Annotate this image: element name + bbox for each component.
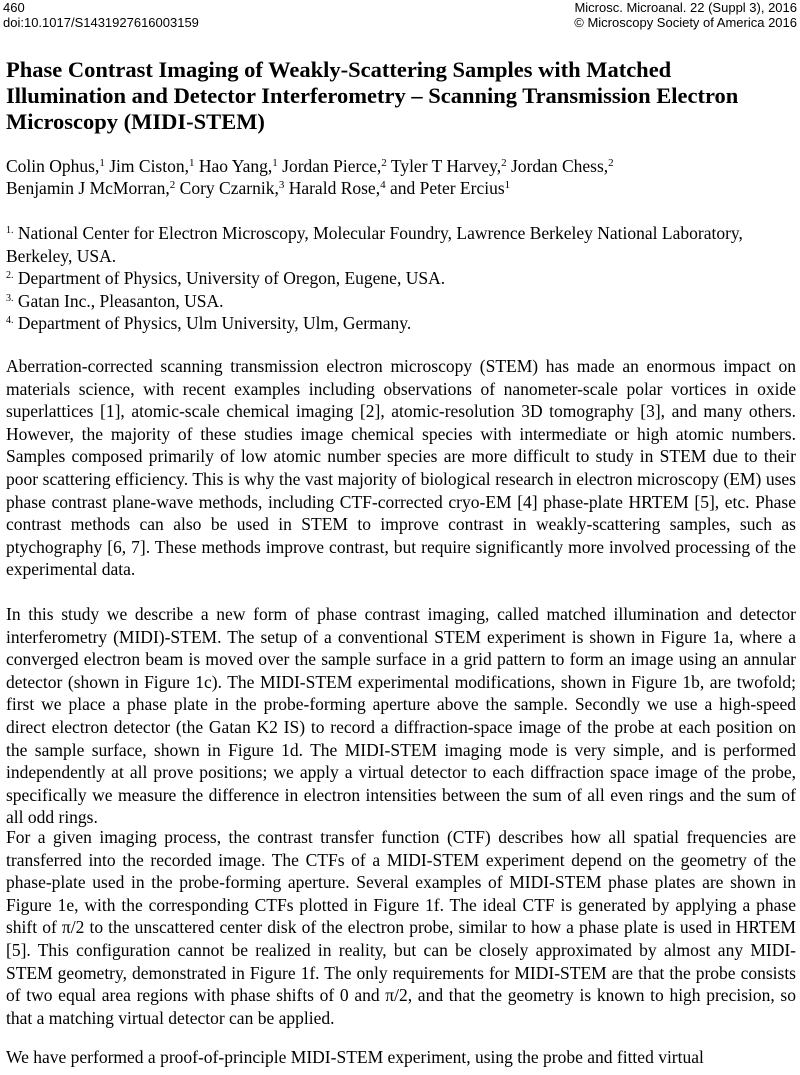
affiliation: $^{2.}$ Department of Physics, University of Oregon, Eugene, USA. xyxy=(6,268,446,288)
paragraph-intro: Aberration-corrected scanning transmission electron microscopy (STEM) has made an enormous impact on materials science, with recent examples including observations of nanometer-scale polar vortices in oxide superlattices [1], atomic-scale chemical imaging [2], atomic-resolution 3D tomography [3], and many others. However, the majority of these studies image chemical species with intermediate or high atomic numbers. Samples composed primarily of low atomic number species are more difficult to study in STEM due to their poor scattering efficiency. This is why the vast majority of biological research in electron microscopy (EM) uses phase contrast plane-wave methods, including CTF-corrected cryo-EM [4] phase-plate HRTEM [5], etc. Phase contrast methods can also be used in STEM to improve contrast in weakly-scattering samples, such as ptychography [6, 7]. These methods improve contrast, but require significantly more involved processing of the experimental data. xyxy=(6,356,796,580)
doi: doi:10.1017/S1431927616003159 xyxy=(3,15,199,30)
page-header xyxy=(0,0,800,34)
author: Jim Ciston,$^1$ xyxy=(104,156,195,176)
affiliation: $^{1.}$ National Center for Electron Microscopy, Molecular Foundry, Lawrence Berkeley National Laboratory, Berkeley, USA. xyxy=(6,223,743,266)
author: Colin Ophus,$^1$ xyxy=(6,156,105,176)
page-number: 460 xyxy=(3,0,25,15)
journal-citation: Microsc. Microanal. 22 (Suppl 3), 2016 xyxy=(574,0,797,15)
author: Harald Rose,$^4$ xyxy=(284,178,386,198)
affiliation: $^{3.}$ Gatan Inc., Pleasanton, USA. xyxy=(6,290,224,311)
author: Benjamin J McMorran,$^2$ xyxy=(6,178,176,198)
author: Jordan Chess,$^2$ xyxy=(506,156,614,176)
author-list xyxy=(6,155,796,199)
affiliation-list xyxy=(6,222,796,335)
header-left xyxy=(3,0,199,30)
paragraph-method: In this study we describe a new form of phase contrast imaging, called matched illumination and detector interferometry (MIDI)-STEM. The setup of a conventional STEM experiment is shown in Figure 1a, where a converged electron beam is moved over the sample surface in a grid pattern to form an image using an annular detector (shown in Figure 1c). The MIDI-STEM experimental modifications, shown in Figure 1b, are twofold; first we place a phase plate in the probe-forming aperture above the sample. Secondly we use a high-speed direct electron detector (the Gatan K2 IS) to record a diffraction-space image of the probe at each position on the sample surface, shown in Figure 1d. The MIDI-STEM imaging mode is very simple, and is performed independently at all prove positions; we apply a virtual detector to each diffraction space image of the probe, specifically we measure the difference in electron intensities between the sum of all even rings and the sum of all odd rings. xyxy=(6,604,796,828)
author: Tyler T Harvey,$^2$ xyxy=(386,156,507,176)
author: and Peter Ercius$^1$ xyxy=(385,178,511,198)
paper-title: Phase Contrast Imaging of Weakly-Scattering Samples with Matched Illumination and Detector Interferometry – Scanning Transmission Electron Microscopy (MIDI-STEM) xyxy=(6,57,739,134)
header-right xyxy=(574,0,797,30)
author: Hao Yang,$^1$ xyxy=(194,156,278,176)
affiliation: $^{4.}$ Department of Physics, Ulm University, Ulm, Germany. xyxy=(6,313,412,333)
copyright: © Microscopy Society of America 2016 xyxy=(574,15,797,30)
paragraph-ctf: For a given imaging process, the contrast transfer function (CTF) describes how all spatial frequencies are transferred into the recorded image. The CTFs of a MIDI-STEM experiment depend on the geometry of the phase-plate used in the probe-forming aperture. Several examples of MIDI-STEM phase plates are shown in Figure 1e, with the corresponding CTFs plotted in Figure 1f. The ideal CTF is generated by applying a phase shift of π/2 to the unscattered center disk of the electron probe, similar to how a phase plate is used in HRTEM [5]. This configuration cannot be realized in reality, but can be closely approximated by almost any MIDI-STEM geometry, demonstrated in Figure 1f. The only requirements for MIDI-STEM are that the probe consists of two equal area regions with phase shifts of 0 and π/2, and that the geometry is known to high precision, so that a matching virtual detector can be applied. xyxy=(6,827,796,1028)
paragraph-experiment: We have performed a proof-of-principle MIDI-STEM experiment, using the probe and fitted virtual xyxy=(6,1047,704,1067)
author: Cory Czarnik,$^3$ xyxy=(175,178,285,198)
author: Jordan Pierce,$^2$ xyxy=(277,156,387,176)
